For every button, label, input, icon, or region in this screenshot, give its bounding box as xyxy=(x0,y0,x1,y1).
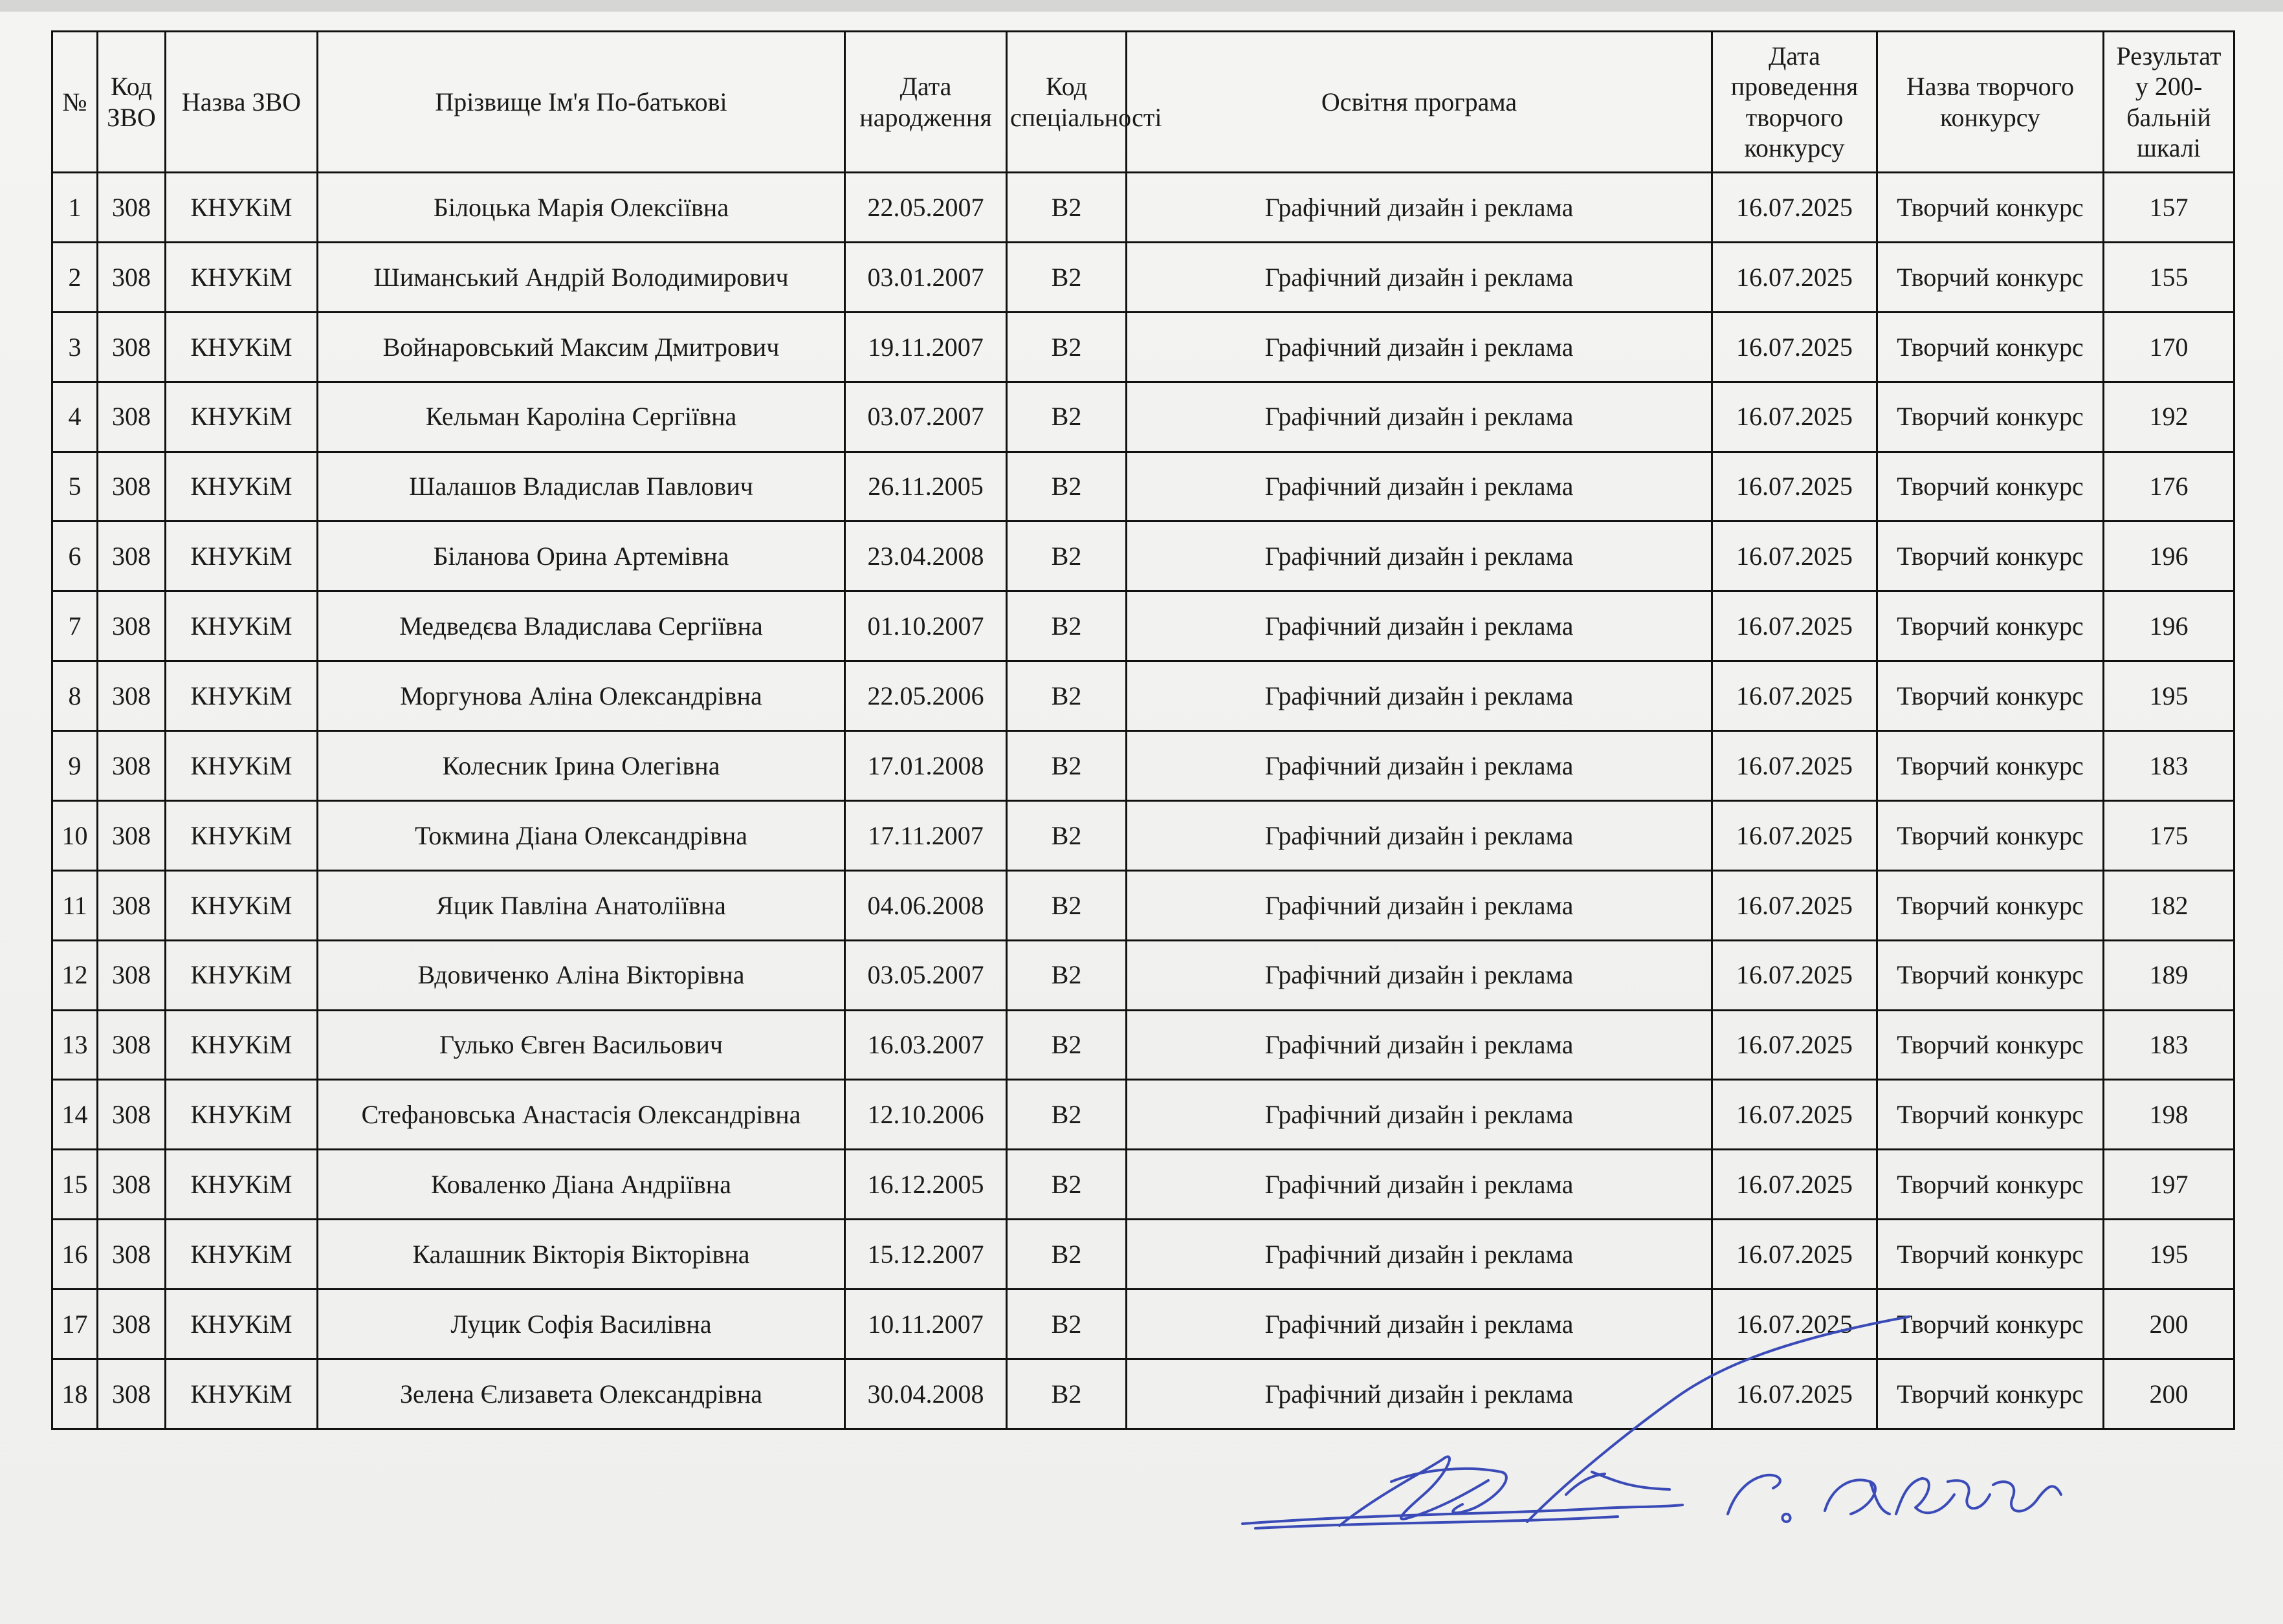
cell-result: 176 xyxy=(2104,452,2234,521)
cell-education-program: Графічний дизайн і реклама xyxy=(1127,870,1712,940)
cell-birth-date: 16.12.2005 xyxy=(845,1150,1007,1220)
cell-education-program: Графічний дизайн і реклама xyxy=(1127,591,1712,661)
cell-education-program: Графічний дизайн і реклама xyxy=(1127,452,1712,521)
cell-result: 155 xyxy=(2104,242,2234,312)
cell-contest-date: 16.07.2025 xyxy=(1712,1150,1877,1220)
header-birth-date: Дата народження xyxy=(845,32,1007,173)
cell-education-program: Графічний дизайн і реклама xyxy=(1127,1220,1712,1289)
cell-education-program: Графічний дизайн і реклама xyxy=(1127,800,1712,870)
cell-education-program: Графічний дизайн і реклама xyxy=(1127,731,1712,801)
cell-contest-date: 16.07.2025 xyxy=(1712,940,1877,1010)
cell-specialty-code: В2 xyxy=(1007,452,1127,521)
cell-institution-name: КНУКіМ xyxy=(166,452,318,521)
cell-institution-code: 308 xyxy=(98,870,166,940)
cell-specialty-code: В2 xyxy=(1007,800,1127,870)
cell-number: 1 xyxy=(52,173,98,243)
cell-birth-date: 15.12.2007 xyxy=(845,1220,1007,1289)
cell-specialty-code: В2 xyxy=(1007,521,1127,591)
header-number: № xyxy=(52,32,98,173)
cell-institution-name: КНУКіМ xyxy=(166,940,318,1010)
cell-number: 16 xyxy=(52,1220,98,1289)
header-full-name: Прізвище Ім'я По-батькові xyxy=(318,32,845,173)
cell-number: 9 xyxy=(52,731,98,801)
cell-institution-code: 308 xyxy=(98,1289,166,1359)
cell-full-name: Коваленко Діана Андріївна xyxy=(318,1150,845,1220)
table-row xyxy=(52,242,2234,312)
cell-birth-date: 26.11.2005 xyxy=(845,452,1007,521)
cell-contest-date: 16.07.2025 xyxy=(1712,800,1877,870)
cell-institution-code: 308 xyxy=(98,521,166,591)
cell-specialty-code: В2 xyxy=(1007,1080,1127,1150)
cell-number: 14 xyxy=(52,1080,98,1150)
table-row xyxy=(52,1010,2234,1080)
cell-specialty-code: В2 xyxy=(1007,1150,1127,1220)
cell-contest-date: 16.07.2025 xyxy=(1712,1080,1877,1150)
cell-institution-code: 308 xyxy=(98,173,166,243)
cell-birth-date: 03.05.2007 xyxy=(845,940,1007,1010)
cell-specialty-code: В2 xyxy=(1007,1289,1127,1359)
cell-result: 196 xyxy=(2104,591,2234,661)
cell-education-program: Графічний дизайн і реклама xyxy=(1127,1359,1712,1429)
cell-birth-date: 22.05.2006 xyxy=(845,661,1007,731)
cell-number: 18 xyxy=(52,1359,98,1429)
cell-birth-date: 01.10.2007 xyxy=(845,591,1007,661)
cell-number: 2 xyxy=(52,242,98,312)
cell-contest-date: 16.07.2025 xyxy=(1712,382,1877,452)
cell-full-name: Медведєва Владислава Сергіївна xyxy=(318,591,845,661)
cell-birth-date: 23.04.2008 xyxy=(845,521,1007,591)
cell-full-name: Колесник Ірина Олегівна xyxy=(318,731,845,801)
cell-contest-name: Творчий конкурс xyxy=(1877,1359,2104,1429)
cell-specialty-code: В2 xyxy=(1007,591,1127,661)
cell-institution-code: 308 xyxy=(98,312,166,382)
cell-number: 10 xyxy=(52,800,98,870)
cell-institution-name: КНУКіМ xyxy=(166,1289,318,1359)
cell-contest-name: Творчий конкурс xyxy=(1877,731,2104,801)
cell-specialty-code: В2 xyxy=(1007,661,1127,731)
cell-institution-code: 308 xyxy=(98,731,166,801)
cell-institution-code: 308 xyxy=(98,800,166,870)
cell-number: 7 xyxy=(52,591,98,661)
cell-full-name: Біланова Орина Артемівна xyxy=(318,521,845,591)
cell-number: 4 xyxy=(52,382,98,452)
cell-result: 200 xyxy=(2104,1289,2234,1359)
cell-institution-name: КНУКіМ xyxy=(166,312,318,382)
header-result: Результат у 200-бальній шкалі xyxy=(2104,32,2234,173)
cell-institution-code: 308 xyxy=(98,661,166,731)
header-contest-date: Дата проведення творчого конкурсу xyxy=(1712,32,1877,173)
cell-birth-date: 22.05.2007 xyxy=(845,173,1007,243)
cell-institution-code: 308 xyxy=(98,242,166,312)
cell-contest-name: Творчий конкурс xyxy=(1877,661,2104,731)
cell-birth-date: 17.11.2007 xyxy=(845,800,1007,870)
cell-institution-name: КНУКіМ xyxy=(166,661,318,731)
cell-contest-name: Творчий конкурс xyxy=(1877,312,2104,382)
cell-institution-code: 308 xyxy=(98,1359,166,1429)
cell-education-program: Графічний дизайн і реклама xyxy=(1127,312,1712,382)
cell-result: 195 xyxy=(2104,661,2234,731)
cell-birth-date: 03.07.2007 xyxy=(845,382,1007,452)
table-row xyxy=(52,312,2234,382)
cell-contest-date: 16.07.2025 xyxy=(1712,521,1877,591)
table-row xyxy=(52,1080,2234,1150)
cell-specialty-code: В2 xyxy=(1007,173,1127,243)
cell-result: 157 xyxy=(2104,173,2234,243)
cell-institution-name: КНУКіМ xyxy=(166,242,318,312)
table-row xyxy=(52,452,2234,521)
cell-institution-name: КНУКіМ xyxy=(166,731,318,801)
cell-result: 170 xyxy=(2104,312,2234,382)
cell-contest-name: Творчий конкурс xyxy=(1877,940,2104,1010)
cell-full-name: Гулько Євген Васильович xyxy=(318,1010,845,1080)
cell-contest-date: 16.07.2025 xyxy=(1712,173,1877,243)
cell-birth-date: 17.01.2008 xyxy=(845,731,1007,801)
cell-institution-code: 308 xyxy=(98,591,166,661)
cell-institution-name: КНУКіМ xyxy=(166,521,318,591)
cell-institution-name: КНУКіМ xyxy=(166,591,318,661)
cell-number: 15 xyxy=(52,1150,98,1220)
cell-contest-name: Творчий конкурс xyxy=(1877,1220,2104,1289)
cell-contest-date: 16.07.2025 xyxy=(1712,661,1877,731)
table-row xyxy=(52,591,2234,661)
cell-contest-date: 16.07.2025 xyxy=(1712,452,1877,521)
cell-contest-name: Творчий конкурс xyxy=(1877,1080,2104,1150)
cell-contest-date: 16.07.2025 xyxy=(1712,242,1877,312)
cell-institution-name: КНУКіМ xyxy=(166,1150,318,1220)
cell-birth-date: 04.06.2008 xyxy=(845,870,1007,940)
page-edge xyxy=(0,0,2283,12)
cell-specialty-code: В2 xyxy=(1007,940,1127,1010)
table-row xyxy=(52,1150,2234,1220)
cell-institution-code: 308 xyxy=(98,1080,166,1150)
cell-education-program: Графічний дизайн і реклама xyxy=(1127,173,1712,243)
cell-institution-name: КНУКіМ xyxy=(166,1359,318,1429)
cell-birth-date: 19.11.2007 xyxy=(845,312,1007,382)
cell-full-name: Войнаровський Максим Дмитрович xyxy=(318,312,845,382)
cell-contest-name: Творчий конкурс xyxy=(1877,452,2104,521)
cell-full-name: Луцик Софія Василівна xyxy=(318,1289,845,1359)
cell-institution-code: 308 xyxy=(98,1010,166,1080)
cell-number: 5 xyxy=(52,452,98,521)
cell-specialty-code: В2 xyxy=(1007,1359,1127,1429)
cell-birth-date: 03.01.2007 xyxy=(845,242,1007,312)
cell-institution-name: КНУКіМ xyxy=(166,1080,318,1150)
cell-contest-date: 16.07.2025 xyxy=(1712,870,1877,940)
cell-education-program: Графічний дизайн і реклама xyxy=(1127,661,1712,731)
cell-contest-name: Творчий конкурс xyxy=(1877,591,2104,661)
table-row xyxy=(52,940,2234,1010)
cell-result: 195 xyxy=(2104,1220,2234,1289)
cell-contest-name: Творчий конкурс xyxy=(1877,1010,2104,1080)
table-body xyxy=(52,173,2234,1429)
cell-birth-date: 30.04.2008 xyxy=(845,1359,1007,1429)
cell-result: 197 xyxy=(2104,1150,2234,1220)
cell-number: 3 xyxy=(52,312,98,382)
cell-contest-date: 16.07.2025 xyxy=(1712,1220,1877,1289)
cell-institution-name: КНУКіМ xyxy=(166,1220,318,1289)
cell-result: 200 xyxy=(2104,1359,2234,1429)
cell-education-program: Графічний дизайн і реклама xyxy=(1127,1289,1712,1359)
cell-contest-name: Творчий конкурс xyxy=(1877,1289,2104,1359)
cell-contest-date: 16.07.2025 xyxy=(1712,591,1877,661)
cell-contest-date: 16.07.2025 xyxy=(1712,1289,1877,1359)
cell-birth-date: 10.11.2007 xyxy=(845,1289,1007,1359)
cell-institution-name: КНУКіМ xyxy=(166,382,318,452)
cell-institution-code: 308 xyxy=(98,1220,166,1289)
cell-contest-date: 16.07.2025 xyxy=(1712,731,1877,801)
cell-contest-name: Творчий конкурс xyxy=(1877,173,2104,243)
cell-specialty-code: В2 xyxy=(1007,382,1127,452)
cell-result: 175 xyxy=(2104,800,2234,870)
table-row xyxy=(52,1220,2234,1289)
cell-full-name: Калашник Вікторія Вікторівна xyxy=(318,1220,845,1289)
cell-education-program: Графічний дизайн і реклама xyxy=(1127,1150,1712,1220)
table-row xyxy=(52,870,2234,940)
cell-contest-date: 16.07.2025 xyxy=(1712,1010,1877,1080)
header-institution-name: Назва ЗВО xyxy=(166,32,318,173)
cell-result: 192 xyxy=(2104,382,2234,452)
cell-contest-name: Творчий конкурс xyxy=(1877,521,2104,591)
cell-education-program: Графічний дизайн і реклама xyxy=(1127,521,1712,591)
cell-institution-code: 308 xyxy=(98,940,166,1010)
cell-number: 13 xyxy=(52,1010,98,1080)
cell-education-program: Графічний дизайн і реклама xyxy=(1127,1080,1712,1150)
cell-full-name: Вдовиченко Аліна Вікторівна xyxy=(318,940,845,1010)
cell-contest-name: Творчий конкурс xyxy=(1877,800,2104,870)
cell-full-name: Моргунова Аліна Олександрівна xyxy=(318,661,845,731)
cell-institution-code: 308 xyxy=(98,452,166,521)
table-row xyxy=(52,800,2234,870)
cell-result: 182 xyxy=(2104,870,2234,940)
cell-result: 183 xyxy=(2104,731,2234,801)
cell-specialty-code: В2 xyxy=(1007,731,1127,801)
cell-number: 12 xyxy=(52,940,98,1010)
cell-full-name: Зелена Єлизавета Олександрівна xyxy=(318,1359,845,1429)
cell-specialty-code: В2 xyxy=(1007,870,1127,940)
table-row xyxy=(52,521,2234,591)
cell-contest-date: 16.07.2025 xyxy=(1712,1359,1877,1429)
cell-education-program: Графічний дизайн і реклама xyxy=(1127,940,1712,1010)
table-header-row xyxy=(52,32,2234,173)
cell-full-name: Шиманський Андрій Володимирович xyxy=(318,242,845,312)
cell-full-name: Яцик Павліна Анатоліївна xyxy=(318,870,845,940)
results-table xyxy=(51,30,2235,1430)
cell-contest-date: 16.07.2025 xyxy=(1712,312,1877,382)
cell-specialty-code: В2 xyxy=(1007,1010,1127,1080)
cell-number: 8 xyxy=(52,661,98,731)
cell-contest-name: Творчий конкурс xyxy=(1877,242,2104,312)
cell-birth-date: 16.03.2007 xyxy=(845,1010,1007,1080)
cell-institution-code: 308 xyxy=(98,382,166,452)
cell-institution-name: КНУКіМ xyxy=(166,870,318,940)
cell-contest-name: Творчий конкурс xyxy=(1877,1150,2104,1220)
cell-institution-name: КНУКіМ xyxy=(166,800,318,870)
header-institution-code: Код ЗВО xyxy=(98,32,166,173)
header-education-program: Освітня програма xyxy=(1127,32,1712,173)
table-row xyxy=(52,382,2234,452)
cell-birth-date: 12.10.2006 xyxy=(845,1080,1007,1150)
header-specialty-code: Код спеціальності xyxy=(1007,32,1127,173)
table-row xyxy=(52,731,2234,801)
cell-result: 196 xyxy=(2104,521,2234,591)
cell-full-name: Білоцька Марія Олексіївна xyxy=(318,173,845,243)
table-row xyxy=(52,661,2234,731)
cell-number: 6 xyxy=(52,521,98,591)
cell-specialty-code: В2 xyxy=(1007,1220,1127,1289)
cell-education-program: Графічний дизайн і реклама xyxy=(1127,242,1712,312)
cell-number: 11 xyxy=(52,870,98,940)
cell-institution-code: 308 xyxy=(98,1150,166,1220)
header-contest-name: Назва творчого конкурсу xyxy=(1877,32,2104,173)
cell-education-program: Графічний дизайн і реклама xyxy=(1127,1010,1712,1080)
cell-full-name: Кельман Кароліна Сергіївна xyxy=(318,382,845,452)
cell-specialty-code: В2 xyxy=(1007,312,1127,382)
cell-result: 183 xyxy=(2104,1010,2234,1080)
table-row xyxy=(52,173,2234,243)
cell-contest-name: Творчий конкурс xyxy=(1877,382,2104,452)
cell-result: 198 xyxy=(2104,1080,2234,1150)
cell-specialty-code: В2 xyxy=(1007,242,1127,312)
cell-result: 189 xyxy=(2104,940,2234,1010)
cell-institution-name: КНУКіМ xyxy=(166,173,318,243)
cell-full-name: Стефановська Анастасія Олександрівна xyxy=(318,1080,845,1150)
cell-institution-name: КНУКіМ xyxy=(166,1010,318,1080)
cell-contest-name: Творчий конкурс xyxy=(1877,870,2104,940)
cell-number: 17 xyxy=(52,1289,98,1359)
cell-education-program: Графічний дизайн і реклама xyxy=(1127,382,1712,452)
cell-full-name: Токмина Діана Олександрівна xyxy=(318,800,845,870)
cell-full-name: Шалашов Владислав Павлович xyxy=(318,452,845,521)
handwritten-signature xyxy=(1230,1320,2097,1592)
